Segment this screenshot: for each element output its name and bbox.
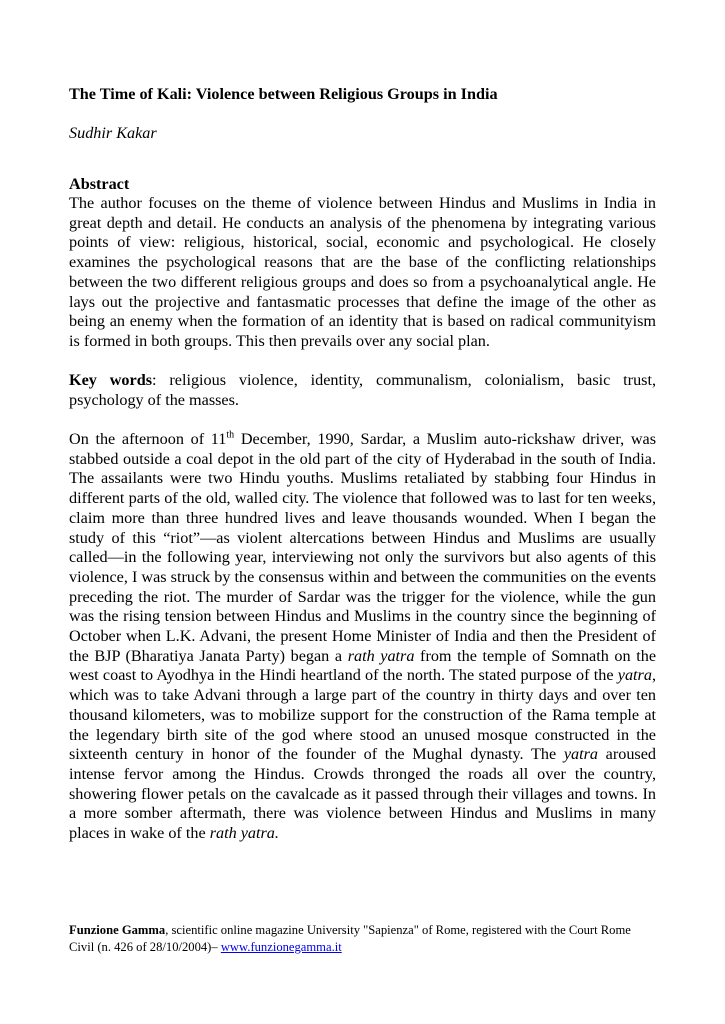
abstract-text: The author focuses on the theme of violence between Hindus and Muslims in India in great depth and detail. He conducts an analysis of the phenomena by integrating various points of view: religious, historical, social, economic and psychological. He closely examines the psychological reasons that are the base of the conflicting relationships between the two different religious groups and does so from a psychoanalytical angle. He lays out the projective and fantasmatic processes that define the image of the other as being an enemy when the formation of an identity that is based on radical communityism is formed in both groups. This then prevails over any social plan. (69, 194, 656, 350)
article-title: The Time of Kali: Violence between Religious Groups in India (69, 85, 498, 103)
ordinal-suffix: th (226, 429, 235, 441)
keywords-text: : religious violence, identity, communalism, colonialism, basic trust, psychology of the masses. (69, 371, 657, 409)
footer-journal-name: Funzione Gamma (69, 923, 166, 937)
italic-term-yatra-2: yatra (563, 745, 598, 764)
body-text-4: , which was to take Advani through a large part of the country in thirty days and over ten thousand kilometers, was to mobilize support for the construction of the Rama temple at the legendary birth site of the god where stood an unused mosque constructed in the sixteenth century in honor of the founder of the Mughal dynasty. The (69, 666, 656, 764)
footer-text: , scientific online magazine University "Sapienza" of Rome, registered with the Court Rome Civil (n. 426 of 28/10/2004)– (69, 923, 631, 954)
italic-term-yatra: yatra (617, 666, 652, 685)
body-text-5: aroused intense fervor among the Hindus. Crowds thronged the roads all over the country, showering flower petals on the cavalcade as it passed through their villages and towns. In a more somber aftermath, there was violence between Hindus and Muslims in many places in wake of the (69, 745, 656, 843)
keywords-label: Key words (69, 371, 153, 390)
italic-term-rath-yatra-2: rath yatra. (209, 824, 279, 843)
body-text-2: December, 1990, Sardar, a Muslim auto-rickshaw driver, was stabbed outside a coal depot in the old part of the city of Hyderabad in the south of India. The assailants were two Hindu youths. Muslims retaliated by stabbing four Hindus in different parts of the old, walled city. The violence that followed was to last for ten weeks, claim more than three hundred lives and leave thousands wounded. When I began the study of this “riot”—as violent altercations between Hindus and Muslims are usually called—in the following year, interviewing not only the survivors but also agents of this violence, I was struck by the consensus within and between the communities on the events preceding the riot. The murder of Sardar was the trigger for the violence, while the gun was the rising tension between Hindus and Muslims in the country since the beginning of October when L.K. Advani, the present Home Minister of India and then the President of the BJP (Bharatiya Janata Party) began a (69, 430, 656, 665)
article (69, 84, 656, 844)
body-paragraph (69, 430, 656, 844)
author-name: Sudhir Kakar (69, 124, 157, 142)
abstract-heading: Abstract (69, 175, 130, 193)
footer-link[interactable]: www.funzionegamma.it (220, 939, 342, 954)
page-footer (69, 922, 656, 955)
body-text-3: from the temple of Somnath on the west coast to Ayodhya in the Hindi heartland of the north. The stated purpose of the (69, 646, 657, 685)
italic-term-rath-yatra: rath yatra (347, 646, 415, 665)
body-text-1: On the afternoon of 11 (69, 430, 227, 449)
keywords (69, 371, 656, 410)
